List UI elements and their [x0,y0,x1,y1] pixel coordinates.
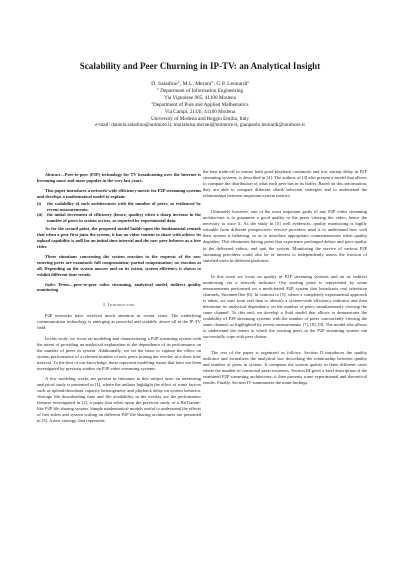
author-block [0,81,400,129]
intro-p3: A few modeling works are present in literature in this subject area: an interesting analytical study is presented in [1], where the authors highlight the effect of some factors such as upload/download capacity heterogeneity and playback delay on system behavior. Average file downloading time and file availability in the overlay are the performance features investigated in [2], a paper that relies upon the previous study of a BitTorrent-like P2P file sharing system. Simple mathematical models useful to understand the effects of free riders and system scaling on different P2P file sharing architectures are presented in [3]. A new strategy, that represents [37,375,201,424]
author-names: D. Saladino°, M.L. Merani°, G.P. Leonardiª [151,81,249,87]
right-p4: The rest of the paper is organized as follows. Section II introduces the quality indicator and formalizes the analytical law describing the relationship between quality and number of peers in system. It computes the system quality in three different cases where the number of connected peers increases. Section III gives a brief description of the examined P2P streaming architecture; it then presents some experimental and theoretical results. Finally, Section IV summarizes the main findings. [203,350,368,386]
index-terms-label: Index Terms [45,281,70,287]
abstract-p3: As for the second point, the proposed model builds upon the fundamental remark that when a peer first joins the system, it has no video content to share with others: its upload capability is null for an initial time interval and the new peer behaves as a free rider. [37,226,201,249]
intro-p1: P2P networks have received much attention in recent years. The underlying communication technology is emerging as powerful and scalable, above all in the IP-TV field. [37,313,201,331]
abstract-list-item [37,201,201,213]
abstract-p4: Three situations concerning the system reaction to the requests of the new entering peers are examined: full compensation; partial compensation; no reaction at all. Depending on the system answer and on its extent, system efficiency is shown to exhibit different time trends. [37,253,201,277]
address-2: Via Campi, 213/b, 41100 Modena [164,108,236,115]
abstract-label: Abstract [45,172,61,177]
section-heading: I. Introduction [103,302,135,308]
right-p2: Ultimately however, one of the most important goals of any P2P video streaming architecture is to guarantee a good quality to the peers viewing the video; hence the necessity to trace it. As the study in [5] well evidences, quality monitoring is highly valuable from different perspectives: service providers need it to understand how well their system is behaving, so as to introduce appropriate countermeasures when quality degrades. This eliminates having peers that experience prolonged delays and poor quality in the delivered videos, and quit the system. Monitoring the service of various P2P streaming providers could also be of interest to independently assess the fraction of satisfied users in different platforms. [203,209,367,263]
list-number: (i) [37,200,42,206]
email-line: e-mail: daniela.saladino@unimore.it, marialuisa.merani@unimore.it, gianpaolo.leonardi@unimore.it [95,122,305,129]
abstract-list [37,201,201,225]
index-terms: —peer-to-peer video streaming, analytical model, indirect quality monitoring [37,281,202,293]
left-column [37,172,201,428]
list-text: the scalability of such architectures with the number of peers, as evidenced by recent measurements; [47,200,201,212]
abstract-p1: —Peer-to-peer (P2P) technology for TV broadcasting over the Internet is becoming more and more popular in the very last years. [37,172,201,183]
right-column [203,169,367,390]
abstract-list-item [37,212,201,224]
right-p3: In this work we focus on quality in P2P streaming systems and on its indirect monitoring via a network indicator. Our starting point is represented by some measurements performed on a mesh-based P2P system that broadcasts real television channels, StreamerOne [6]. In contrast to [5], where a completely experimental approach is taken, we start from real data to identify a system-wide efficiency indicator and then determine its analytical dependency on the number of peers simultaneously viewing the same channel. To this end, we develop a fluid model that allows to demonstrate the scalability of P2P streaming systems with the number of peers concurrently viewing the same channel, as highlighted by recent measurements [7], [8], [9]. The model also allows to understand the extent to which the existing peers in the P2P streaming system can successfully cope with peer churns. [203,273,367,340]
abstract [37,172,201,293]
paper-title: Scalability and Peer Churning in IP-TV: an Analytical Insight [79,61,321,71]
address-1: Via Vignolese 905, 41100 Modena [164,94,236,101]
affiliation-1: ° Department of Information Engineering [156,87,244,94]
right-p1: the best trade-off to ensure both good playback continuity and low startup delay in P2P streaming systems, is described in [4]. The authors of [4] also present a model that allows to compute the distribution of what each peer has in its buffer. Based on this information, they are able to compare different chunk selection strategies and to understand the relationships between important system metrics. [203,169,367,199]
list-text: the initial decrement of efficiency (hence, quality) when a sharp increase in the number of peers in system occurs, as reported by experimental data. [47,212,201,224]
university: University of Modena and Reggio Emilia, Italy [150,115,250,122]
abstract-p2: This paper introduces a network-wide efficiency metric for P2P streaming systems and develops a mathematical model to explain: [37,187,201,199]
affiliation-2: ªDepartment of Pure and Applied Mathematics [151,101,249,108]
intro-p2: In this work, we focus on modeling and characterizing a P2P streaming system with the intent of providing an analytical explanation to the dependence of its performance on the number of peers in system. Additionally, we set the basis to capture the effect on system performance of a relevant number of new peers joining the overlay in a short time interval. To the best of our knowledge, these represent modeling issues that have not been investigated by previous studies on P2P video streaming systems. [37,335,201,371]
list-number: (ii) [37,212,43,218]
